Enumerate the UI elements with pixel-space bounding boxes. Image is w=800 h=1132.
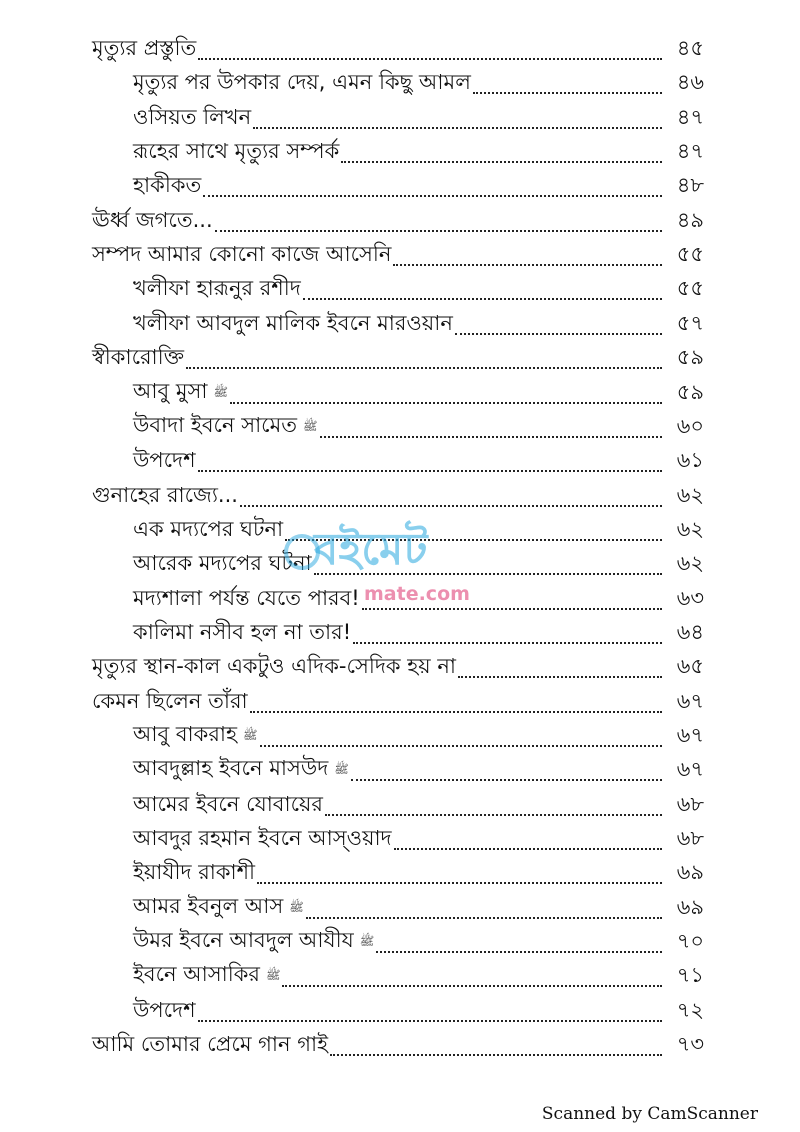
dotted-leader — [325, 814, 662, 816]
toc-entry-title: উমর ইবনে আবদুল আযীয ﷺ — [133, 928, 375, 953]
dotted-leader — [253, 127, 662, 129]
toc-entry-page: ৭১ — [676, 963, 704, 988]
toc-entry-title: আমর ইবনুল আস ﷺ — [133, 893, 304, 918]
toc-entry-title: উপদেশ — [133, 448, 196, 473]
toc-entry-page: ৫৫ — [676, 276, 704, 301]
watermark-logo-text: বইমেট — [314, 524, 428, 575]
toc-entry-page: ৫৯ — [676, 379, 704, 404]
toc-entry-title: খলীফা আবদুল মালিক ইবনে মারওয়ান — [133, 310, 453, 335]
toc-entry-title: আরেক মদ্যপের ঘটনা — [133, 551, 312, 576]
toc-entry-title: স্বীকারোক্তি — [92, 345, 185, 370]
dotted-leader — [330, 1054, 662, 1056]
toc-entry-title: কেমন ছিলেন তাঁরা — [92, 688, 248, 713]
toc-row[interactable] — [0, 270, 800, 304]
toc-entry-title: মৃত্যুর পর উপকার দেয়, এমন কিছু আমল — [133, 70, 471, 95]
toc-row[interactable] — [0, 202, 800, 236]
toc-entry-page: ৬৭ — [676, 688, 704, 713]
honorific-seal-icon: ﷺ — [243, 728, 258, 742]
toc-entry-page: ৬১ — [676, 448, 704, 473]
toc-row[interactable] — [0, 683, 800, 717]
toc-entry-page: ৪৭ — [676, 104, 704, 129]
toc-entry-page: ৬৪ — [676, 619, 704, 644]
honorific-seal-icon: ﷺ — [303, 418, 318, 433]
toc-row[interactable] — [0, 167, 800, 201]
honorific-seal-icon: ﷺ — [334, 762, 349, 777]
toc-entry-page: ৫৫ — [676, 242, 704, 267]
toc-row[interactable] — [0, 1026, 800, 1060]
dotted-leader — [353, 642, 662, 644]
toc-entry-title: কালিমা নসীব হল না তার! — [133, 619, 352, 644]
dotted-leader — [376, 951, 662, 953]
toc-entry-page: ৪৭ — [676, 139, 704, 164]
toc-entry-title: উবাদা ইবনে সামেত ﷺ — [133, 412, 318, 437]
toc-entry-page: ৭২ — [676, 997, 704, 1022]
dotted-leader — [303, 298, 662, 300]
watermark-url: mate.com — [364, 583, 470, 605]
toc-entry-title: ইবনে আসাকির ﷺ — [133, 962, 281, 987]
toc-entry-page: ৭০ — [676, 929, 704, 954]
toc-row[interactable] — [0, 717, 800, 751]
dotted-leader — [198, 58, 662, 60]
toc-row[interactable] — [0, 786, 800, 820]
dotted-leader — [282, 985, 662, 987]
toc-entry-page: ৬৯ — [676, 860, 704, 885]
toc-row[interactable] — [0, 751, 800, 785]
toc-row[interactable] — [0, 648, 800, 682]
dotted-leader — [250, 711, 662, 713]
toc-entry-page: ৬৩ — [676, 585, 704, 610]
toc-entry-title: আবু মুসা ﷺ — [133, 378, 228, 403]
honorific-seal-icon: ﷺ — [265, 968, 281, 983]
toc-entry-page: ৬৫ — [676, 654, 704, 679]
toc-row[interactable] — [0, 957, 800, 991]
dotted-leader — [198, 1020, 662, 1022]
toc-entry-title: আবু বাকরাহ ﷺ — [133, 722, 258, 746]
toc-row[interactable] — [0, 64, 800, 98]
toc-row[interactable] — [0, 477, 800, 511]
toc-entry-page: ৬২ — [676, 482, 704, 507]
scanner-credit: Scanned by CamScanner — [541, 1104, 758, 1124]
toc-entry-page: ৭৩ — [676, 1032, 704, 1057]
dotted-leader — [260, 745, 662, 747]
dotted-leader — [203, 195, 662, 197]
toc-row[interactable] — [0, 923, 800, 957]
toc-entry-title: ওসিয়ত লিখন — [133, 104, 252, 129]
watermark — [284, 524, 514, 610]
toc-entry-title: রূহের সাথে মৃত্যুর সম্পর্ক — [133, 139, 340, 164]
toc-entry-page: ৬৮ — [676, 791, 704, 816]
dotted-leader — [341, 161, 662, 163]
dotted-leader — [240, 505, 662, 507]
dotted-leader — [186, 367, 662, 369]
toc-entry-page: ৬২ — [676, 516, 704, 541]
toc-entry-title: সম্পদ আমার কোনো কাজে আসেনি — [92, 242, 392, 267]
toc-row[interactable] — [0, 133, 800, 167]
honorific-seal-icon: ﷺ — [289, 899, 304, 914]
dotted-leader — [351, 779, 662, 781]
toc-entry-title: ঊর্ধ্ব জগতে... — [92, 207, 213, 232]
toc-entry-title: ইয়াযীদ রাকাশী — [133, 860, 256, 885]
toc-entry-title: আমের ইবনে যোবায়ের — [133, 791, 323, 816]
toc-entry-title: আবদুর রহমান ইবনে আস্ওয়াদ — [133, 826, 392, 851]
toc-entry-title: হাকীকত — [133, 173, 202, 198]
toc-entry-page: ৪৫ — [676, 36, 704, 60]
toc-row[interactable] — [0, 820, 800, 854]
toc-entry-title: মৃত্যুর স্থান-কাল একটুও এদিক-সেদিক হয় না — [92, 654, 456, 679]
toc-entry-page: ৬৮ — [676, 826, 704, 851]
toc-entry-page: ৬২ — [676, 551, 704, 576]
dotted-leader — [455, 333, 662, 335]
toc-entry-title: গুনাহের রাজ্যে... — [92, 482, 238, 507]
toc-entry-title: আবদুল্লাহ ইবনে মাসউদ ﷺ — [133, 756, 349, 781]
dotted-leader — [306, 917, 662, 919]
toc-entry-page: ৪৮ — [676, 173, 704, 198]
toc-entry-title: মদ্যশালা পর্যন্ত যেতে পারব! — [133, 585, 360, 610]
dotted-leader — [458, 676, 662, 678]
honorific-seal-icon: ﷺ — [213, 384, 228, 399]
toc-entry-page: ৬৭ — [676, 723, 704, 747]
toc-entry-page: ৫৯ — [676, 345, 704, 370]
honorific-seal-icon: ﷺ — [359, 934, 375, 949]
dotted-leader — [393, 264, 662, 266]
toc-entry-page: ৪৯ — [676, 207, 704, 232]
dotted-leader — [215, 230, 662, 232]
toc-row[interactable] — [0, 992, 800, 1026]
toc-entry-page: ৬৭ — [676, 757, 704, 782]
toc-row[interactable] — [0, 99, 800, 133]
toc-entry-page: ৬০ — [676, 413, 704, 438]
toc-row[interactable] — [0, 236, 800, 270]
dotted-leader — [473, 92, 662, 94]
toc-row[interactable] — [0, 614, 800, 648]
toc-row[interactable] — [0, 339, 800, 373]
dotted-leader — [320, 436, 662, 438]
toc-entry-page: ৬৯ — [676, 894, 704, 919]
toc-row[interactable] — [0, 30, 800, 64]
toc-entry-title: উপদেশ — [133, 997, 196, 1022]
toc-row[interactable] — [0, 305, 800, 339]
toc-row[interactable] — [0, 408, 800, 442]
toc-entry-title: মৃত্যুর প্রস্তুতি — [92, 36, 197, 60]
toc-row[interactable] — [0, 889, 800, 923]
toc-entry-page: ৪৬ — [676, 70, 704, 95]
toc-row[interactable] — [0, 374, 800, 408]
toc-entry-title: আমি তোমার প্রেমে গান গাই — [92, 1032, 328, 1057]
dotted-leader — [394, 848, 662, 850]
dotted-leader — [198, 470, 662, 472]
toc-entry-page: ৫৭ — [676, 310, 704, 335]
dotted-leader — [230, 402, 662, 404]
dotted-leader — [257, 882, 662, 884]
toc-entry-title: এক মদ্যপের ঘটনা — [133, 516, 284, 541]
toc-row[interactable] — [0, 854, 800, 888]
toc-entry-title: খলীফা হারূনুর রশীদ — [133, 276, 301, 301]
toc-row[interactable] — [0, 442, 800, 476]
